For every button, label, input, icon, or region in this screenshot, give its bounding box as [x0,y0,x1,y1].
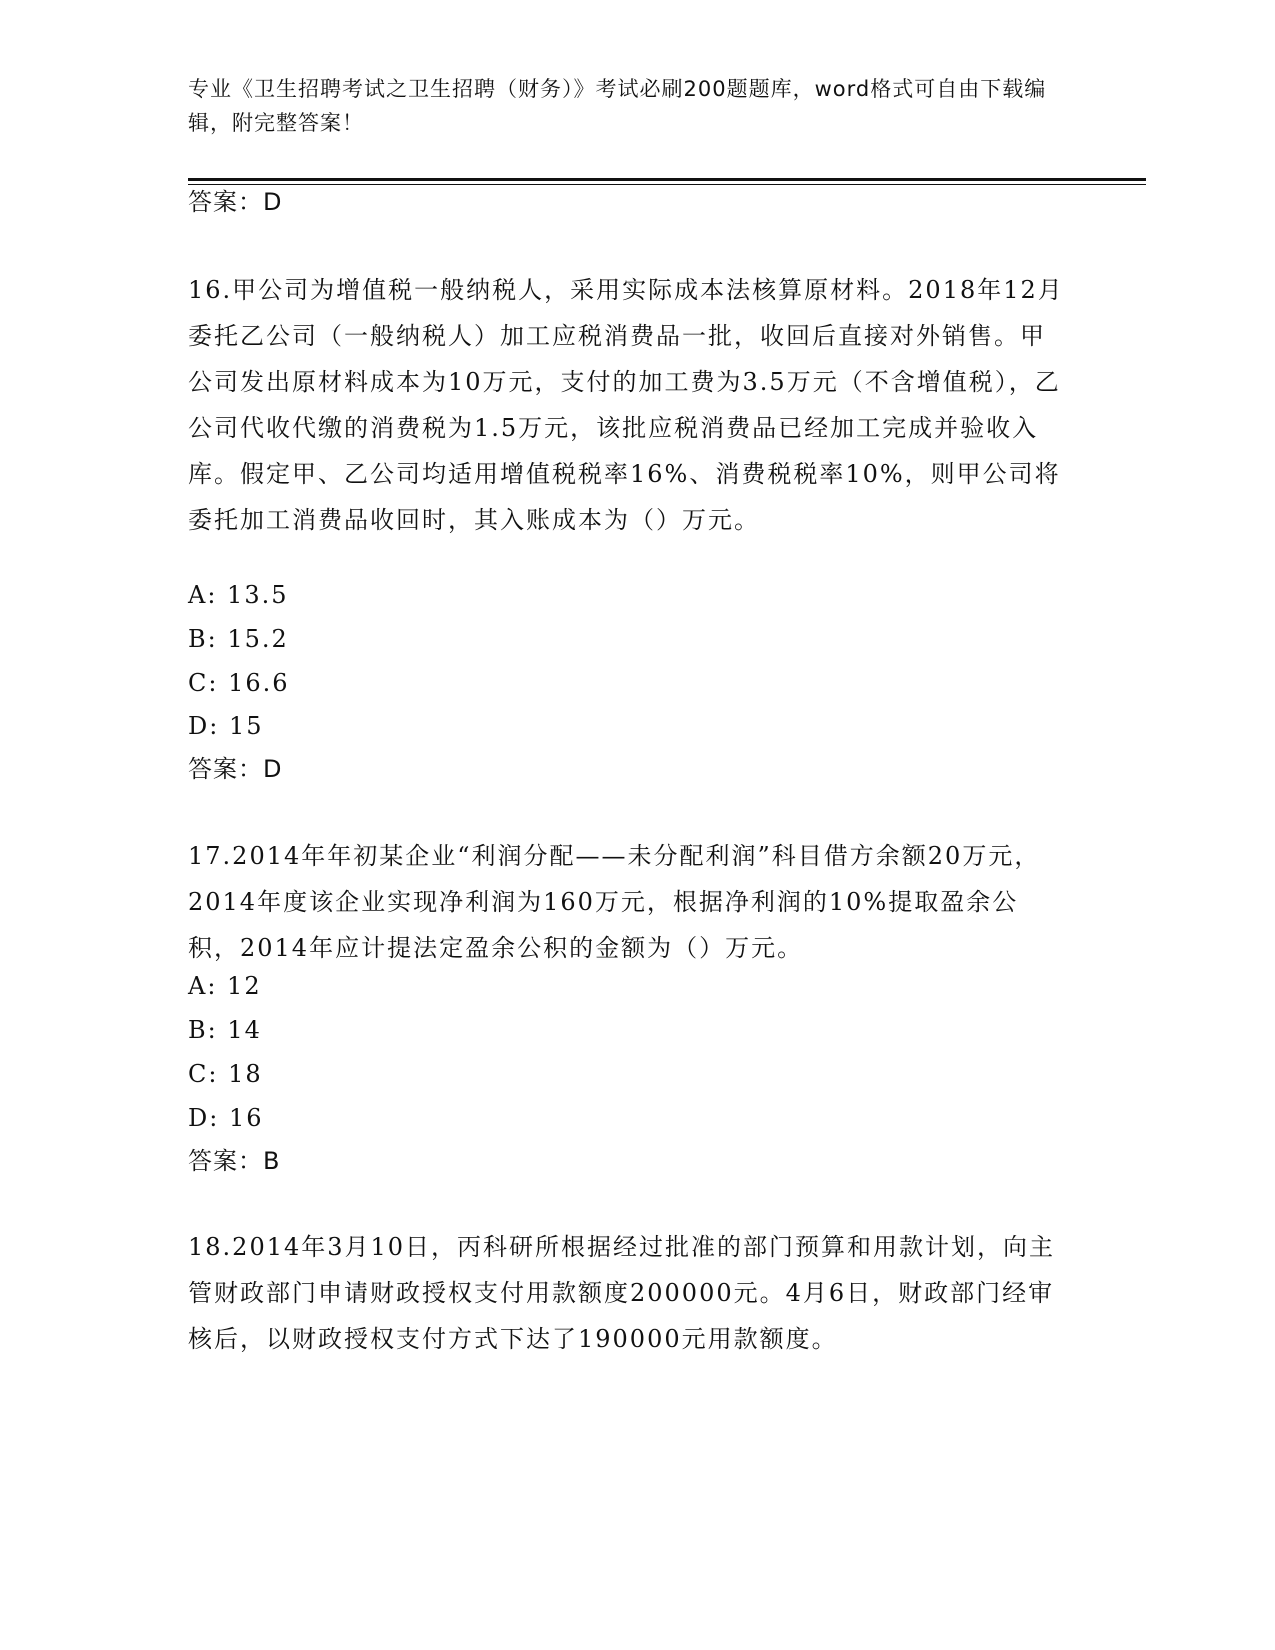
question-16-option-b: B: 15.2 [188,625,289,653]
header-divider-thick [188,178,1146,181]
question-17-answer: 答案：B [188,1147,281,1175]
question-16-stem: 16.甲公司为增值税一般纳税人，采用实际成本法核算原材料。2018年12月委托乙公司（一般纳税人）加工应税消费品一批，收回后直接对外销售。甲公司发出原材料成本为10万元，支付的加工费为3.5万元（不含增值税），乙公司代收代缴的消费税为1.5万元，该批应税消费品已经加工完成并验收入库。假定甲、乙公司均适用增值税税率16%、消费税税率10%，则甲公司将委托加工消费品收回时，其入账成本为（）万元。 [188,276,1064,534]
question-17-option-b: B: 14 [188,1016,262,1044]
document-page [188,0,1148,1650]
question-18-stem: 18.2014年3月10日，丙科研所根据经过批准的部门预算和用款计划，向主管财政部门申请财政授权支付用款额度200000元。4月6日，财政部门经审核后，以财政授权支付方式下达了190000元用款额度。 [188,1233,1056,1353]
header-divider-thin [188,184,1146,185]
question-17-option-c: C: 18 [188,1060,263,1088]
question-16-option-a: A: 13.5 [188,581,289,609]
question-17-option-d: D: 16 [188,1104,264,1132]
question-16-option-d: D: 15 [188,712,264,740]
document-header: 专业《卫生招聘考试之卫生招聘（财务）》考试必刷200题题库，word格式可自由下载编辑，附完整答案！ [188,77,1047,135]
previous-answer: 答案：D [188,188,283,216]
question-16-answer: 答案：D [188,755,283,783]
question-17-option-a: A: 12 [188,972,262,1000]
question-17-stem: 17.2014年年初某企业“利润分配——未分配利润”科目借方余额20万元，2014年度该企业实现净利润为160万元，根据净利润的10%提取盈余公积，2014年应计提法定盈余公积的金额为（）万元。 [188,842,1041,962]
question-16-option-c: C: 16.6 [188,669,290,697]
